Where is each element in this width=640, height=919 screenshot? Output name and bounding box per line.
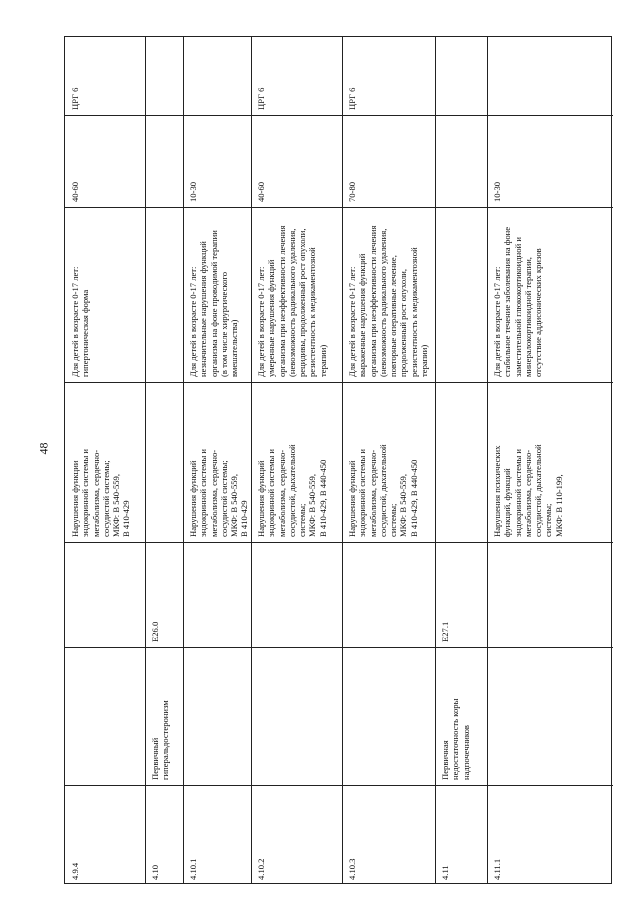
table-row bbox=[251, 37, 342, 885]
functions-cell: Нарушения психических функций, функций эндокринной системы и метаболизма, сердечно- сосудистой, дыхательной системы; МКФ: B 110-199, bbox=[492, 444, 564, 537]
table-row bbox=[65, 37, 145, 885]
icd-cell: E27.1 bbox=[440, 621, 450, 642]
percent-cell: 70-80 bbox=[347, 181, 357, 202]
icd-cell: E26.0 bbox=[150, 621, 160, 642]
functions-cell: Нарушения функций эндокринной системы и метаболизма, сердечно- сосудистой системы; МКФ: B 540-559, B 410-429 bbox=[188, 448, 250, 537]
section-cell: ЦРГ 6 bbox=[70, 87, 80, 110]
code-cell: 4.11.1 bbox=[492, 858, 502, 880]
percent-cell: 10-30 bbox=[188, 181, 198, 202]
table-row bbox=[487, 37, 613, 885]
code-cell: 4.9.4 bbox=[70, 862, 80, 880]
criteria-cell: Для детей в возрасте 0-17 лет: гипертоническая форма bbox=[70, 266, 91, 377]
criteria-cell: Для детей в возрасте 0-17 лет: выраженные нарушения функций организма при неэффективности лечения (невозможность радикального удаления, повторные оперативные лечение, продолженный рост опухоли, резистентность к медикаментозной терапии) bbox=[347, 225, 430, 377]
percent-cell: 40-60 bbox=[70, 181, 80, 202]
document-table bbox=[64, 36, 612, 884]
functions-cell: Нарушения функций эндокринной системы и метаболизма, сердечно- сосудистой, дыхательной системы; МКФ: B 540-559, B 410-429, B 440-450 bbox=[347, 444, 419, 537]
criteria-cell: Для детей в возрасте 0-17 лет: незначительные нарушения функций организма на фоне проводимой терапии (в том числе хирургического вмешательства) bbox=[188, 230, 240, 377]
code-cell: 4.10.3 bbox=[347, 858, 357, 880]
percent-cell: 10-30 bbox=[492, 181, 502, 202]
code-cell: 4.11 bbox=[440, 865, 450, 880]
table-row bbox=[183, 37, 251, 885]
functions-cell: Нарушения функций эндокринной системы и метаболизма, сердечно- сосудистой, дыхательной системы; МКФ: B 540-559, B 410-429, B 440-450 bbox=[256, 444, 328, 537]
code-cell: 4.10.1 bbox=[188, 858, 198, 880]
table-row bbox=[342, 37, 435, 885]
functions-cell: Нарушения функции эндокринной системы и метаболизма, сердечно- сосудистой системы; МКФ: B 540-559, B 410-429 bbox=[70, 448, 132, 537]
page-number: 48 bbox=[36, 442, 51, 455]
table-row bbox=[145, 37, 183, 885]
section-cell: ЦРГ 6 bbox=[347, 87, 357, 110]
percent-cell: 40-60 bbox=[256, 181, 266, 202]
criteria-cell: Для детей в возрасте 0-17 лет: стабильное течение заболевания на фоне заместительной глюкокортикоидной и минералокортикоидной терапии, отсутствие аддисонических кризов bbox=[492, 226, 544, 377]
disease-cell: Первичный гиперальдостеронизм bbox=[150, 700, 171, 780]
code-cell: 4.10 bbox=[150, 864, 160, 880]
code-cell: 4.10.2 bbox=[256, 858, 266, 880]
disease-cell: Первичная недостаточность коры надпочечников bbox=[440, 698, 471, 780]
section-cell: ЦРГ 6 bbox=[256, 87, 266, 110]
table-row bbox=[435, 37, 487, 885]
criteria-cell: Для детей в возрасте 0-17 лет: умеренные нарушения функций организма при неэффективности лечения (невозможность радикального удаления, рецидивы, продолженный рост опухоли, резистентность к медикаментозной терапии) bbox=[256, 225, 328, 377]
